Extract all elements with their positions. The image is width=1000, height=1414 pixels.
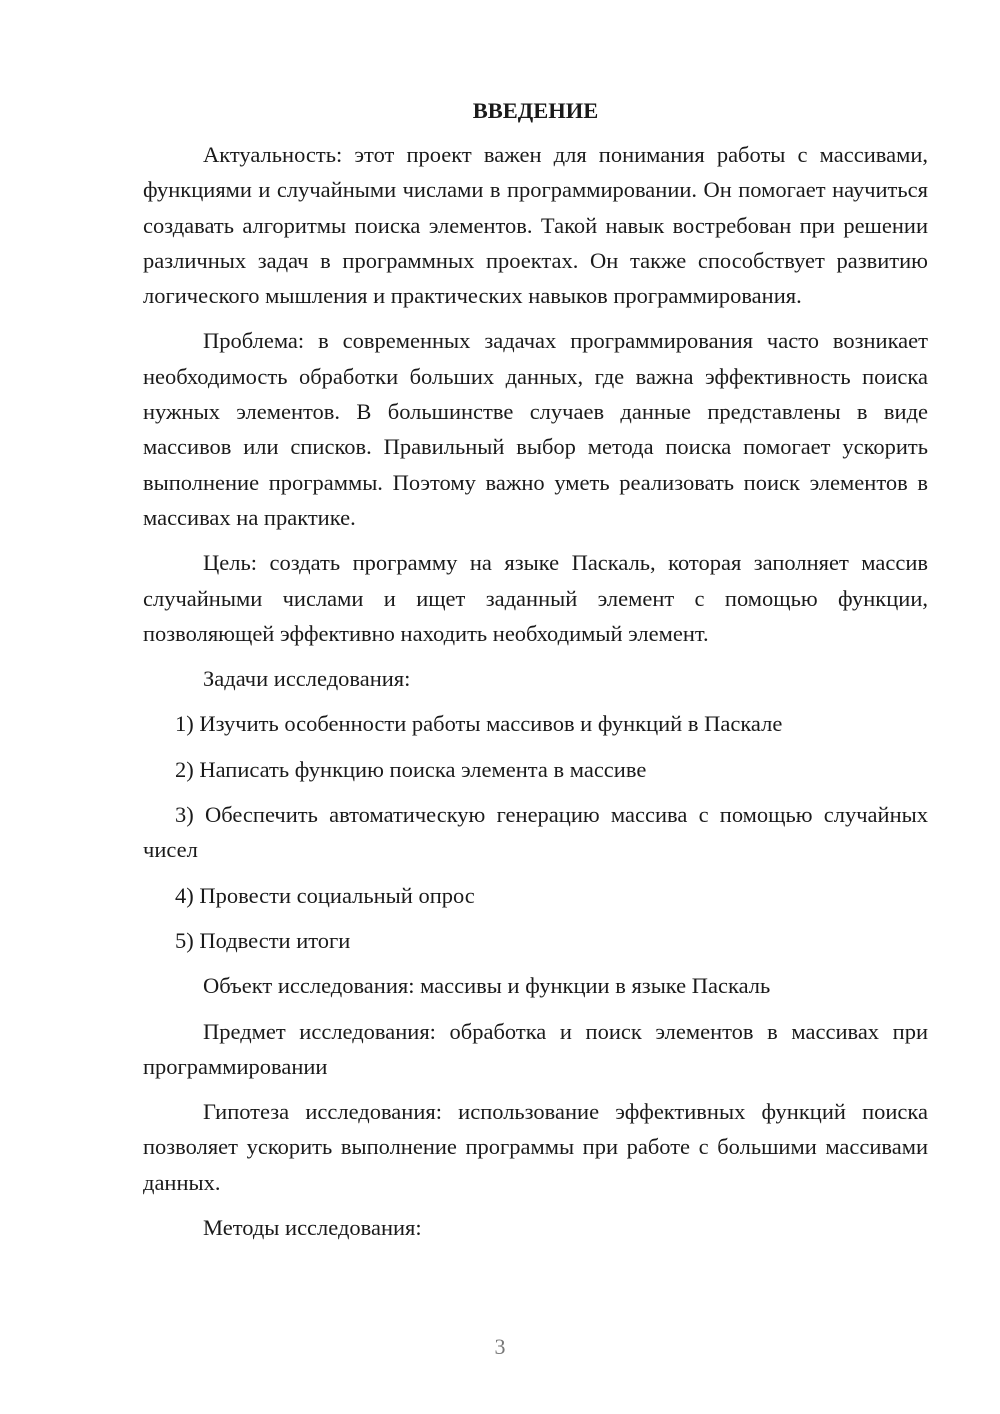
methods-paragraph: Методы исследования: [203, 1215, 422, 1241]
hypothesis-paragraph: Гипотеза исследования: использование эффективных функций поиска позволяет ускорить выполнение программы при работе с большими массивами данных. [143, 1099, 928, 1195]
problem-paragraph: Проблема: в современных задачах программирования часто возникает необходимость обработки больших данных, где важна эффективность поиска нужных элементов. В большинстве случаев данные представлены в виде массивов или списков. Правильный выбор метода поиска помогает ускорить выполнение программы. Поэтому важно уметь реализовать поиск элементов в массивах на практике. [143, 328, 928, 530]
subject-paragraph: Предмет исследования: обработка и поиск элементов в массивах при программировании [143, 1018, 928, 1079]
page-body [143, 95, 928, 1255]
task-item: 3) Обеспечить автоматическую генерацию массива с помощью случайных чисел [143, 802, 928, 863]
task-item: 1) Изучить особенности работы массивов и функций в Паскале [175, 711, 783, 737]
relevance-paragraph: Актуальность: этот проект важен для понимания работы с массивами, функциями и случайными числами в программировании. Он помогает научиться создавать алгоритмы поиска элементов. Такой навык востребован при решении различных задач в программных проектах. Он также способствует развитию логического мышления и практических навыков программирования. [143, 142, 928, 309]
goal-paragraph: Цель: создать программу на языке Паскаль, которая заполняет массив случайными числами и ищет заданный элемент с помощью функции, позволяющей эффективно находить необходимый элемент. [143, 550, 928, 646]
task-item: 5) Подвести итоги [175, 927, 351, 953]
object-paragraph: Объект исследования: массивы и функции в языке Паскаль [203, 973, 771, 999]
task-item: 4) Провести социальный опрос [175, 882, 475, 908]
tasks-heading: Задачи исследования: [203, 666, 411, 692]
page-number: 3 [494, 1334, 506, 1359]
section-heading: ВВЕДЕНИЕ [472, 98, 599, 123]
task-item: 2) Написать функцию поиска элемента в массиве [175, 756, 647, 782]
